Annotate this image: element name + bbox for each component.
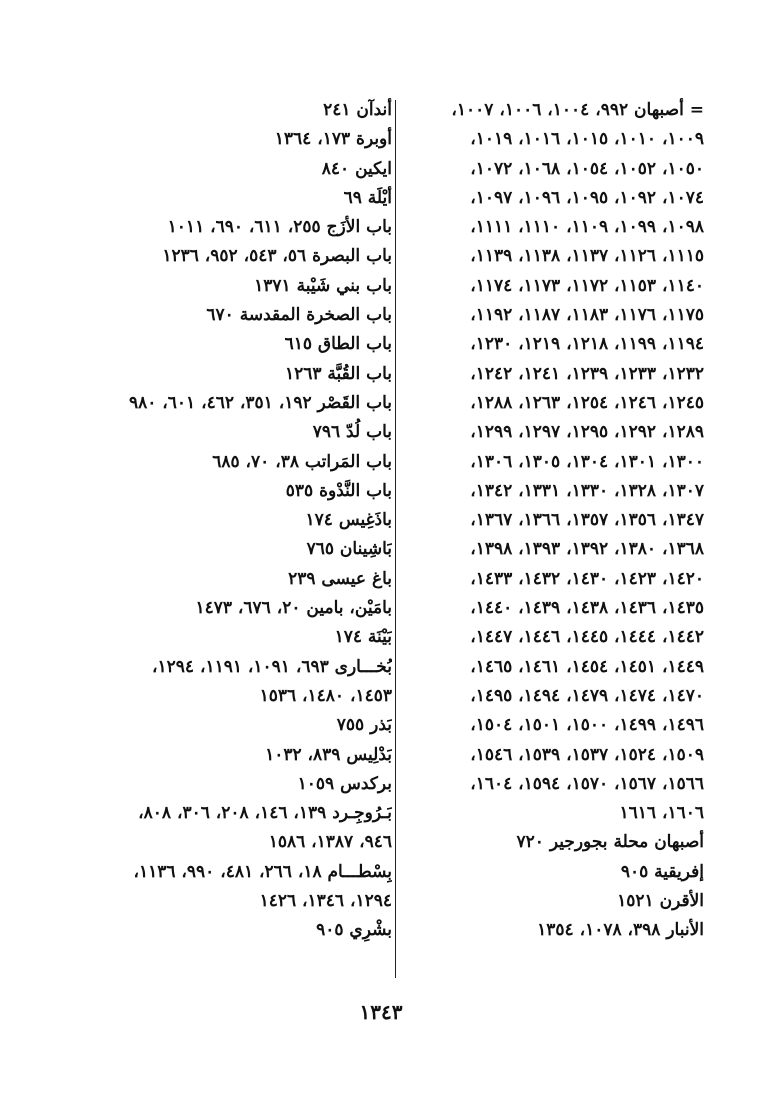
index-line: ١٤٢٠، ١٤٢٣، ١٤٣٠، ١٤٣٢، ١٤٣٣،	[470, 568, 704, 589]
index-line: ١٤٣٥، ١٤٣٦، ١٤٣٨، ١٤٣٩، ١٤٤٠،	[470, 598, 704, 619]
index-line: ١٤٩٦، ١٤٩٩، ١٥٠٠، ١٥٠١، ١٥٠٤،	[470, 715, 704, 736]
index-entry: باب النَّدْوة ٥٣٥	[285, 480, 392, 501]
index-line: ١٣٦٨، ١٣٨٠، ١٣٩٢، ١٣٩٣، ١٣٩٨،	[470, 539, 704, 560]
index-line: ١٠٧٤، ١٠٩٢، ١٠٩٥، ١٠٩٦، ١٠٩٧،	[470, 187, 704, 208]
index-entry: بامَيْن، بامين ٢٠، ٦٧٦، ١٤٧٣	[195, 598, 392, 619]
index-entry: بَدْلِيس ٨٣٩، ١٠٣٢	[265, 744, 392, 765]
page-number: ١٣٤٣	[359, 1000, 403, 1024]
index-entry: الأقرن ١٥٢١	[617, 891, 704, 912]
index-entry: بُخـــارى ٦٩٣، ١٠٩١، ١١٩١، ١٢٩٤،	[152, 656, 392, 677]
index-line: ١١١٥، ١١٢٦، ١١٣٧، ١١٣٨، ١١٣٩،	[470, 246, 704, 267]
index-line: ١٥٠٩، ١٥٢٤، ١٥٣٧، ١٥٣٩، ١٥٤٦،	[470, 744, 704, 765]
index-entry: بشْرِي ٩٠٥	[316, 920, 392, 941]
index-entry: بَـرُوجِـرد ١٣٩، ١٤٦، ٢٠٨، ٣٠٦، ٨٠٨،	[138, 803, 392, 824]
index-entry: بَيْنَة ١٧٤	[334, 627, 392, 648]
index-line: ٩٤٦، ١٣٨٧، ١٥٨٦	[268, 832, 392, 853]
index-entry: بِسْطـــام ١٨، ٢٦٦، ٤٨١، ٩٩٠، ١١٣٦،	[133, 861, 392, 882]
index-line: ١٣٤٧، ١٣٥٦، ١٣٥٧، ١٣٦٦، ١٣٦٧،	[470, 510, 704, 531]
index-entry: باب بني شَيْبة ١٣٧١	[254, 275, 392, 296]
index-entry: باب القَصْر ١٩٢، ٣٥١، ٤٦٢، ٦٠١، ٩٨٠	[128, 392, 392, 413]
index-line: ١٤٥٣، ١٤٨٠، ١٥٣٦	[259, 685, 392, 706]
index-line: ١١٩٤، ١١٩٩، ١٢١٨، ١٢١٩، ١٢٣٠،	[470, 334, 704, 355]
index-entry: باب لُدّ ٧٩٦	[312, 422, 392, 443]
index-line: ١٢٩٤، ١٣٤٦، ١٤٢٦	[259, 891, 392, 912]
index-entry: بَذر ٧٥٥	[336, 715, 392, 736]
index-entry: باب الصخرة المقدسة ٦٧٠	[206, 305, 392, 326]
index-entry: باب المَراتب ٣٨، ٧٠، ٦٨٥	[212, 451, 392, 472]
index-line: ١٤٤٩، ١٤٥١، ١٤٥٤، ١٤٦١، ١٤٦٥،	[470, 656, 704, 677]
index-line: ١٠٩٨، ١٠٩٩، ١١٠٩، ١١١٠، ١١١١،	[470, 217, 704, 238]
index-entry: ايكين ٨٤٠	[321, 158, 392, 179]
index-column-right	[402, 96, 704, 946]
index-line: ١٠٠٩، ١٠١٠، ١٠١٥، ١٠١٦، ١٠١٩،	[470, 129, 704, 150]
index-line: ١٤٧٠، ١٤٧٤، ١٤٧٩، ١٤٩٤، ١٤٩٥،	[470, 685, 704, 706]
index-entry: أصبهان محلة بجورجير ٧٢٠	[516, 832, 704, 853]
index-line: ١٢٨٩، ١٢٩٢، ١٢٩٥، ١٢٩٧، ١٢٩٩،	[470, 422, 704, 443]
index-line: ١٦٠٦، ١٦١٦	[619, 803, 704, 824]
index-line: ١٥٦٦، ١٥٦٧، ١٥٧٠، ١٥٩٤، ١٦٠٤،	[470, 773, 704, 794]
index-entry: أندآن ٢٤١	[323, 100, 392, 120]
index-column-left	[98, 96, 392, 946]
index-entry: بركدس ١٠٥٩	[297, 773, 392, 794]
index-line: ١٠٥٠، ١٠٥٢، ١٠٥٤، ١٠٦٨، ١٠٧٢،	[470, 158, 704, 179]
index-entry: باذَغِيس ١٧٤	[305, 510, 392, 531]
index-entry: باغ عيسى ٢٣٩	[288, 568, 392, 589]
index-line: = أصبهان ٩٩٢، ١٠٠٤، ١٠٠٦، ١٠٠٧،	[451, 100, 704, 120]
index-line: ١٤٤٢، ١٤٤٤، ١٤٤٥، ١٤٤٦، ١٤٤٧،	[470, 627, 704, 648]
index-entry: إفريقية ٩٠٥	[620, 861, 704, 882]
index-line: ١٣٠٧، ١٣٢٨، ١٣٣٠، ١٣٣١، ١٣٤٢،	[470, 480, 704, 501]
index-line: ١٣٠٠، ١٣٠١، ١٣٠٤، ١٣٠٥، ١٣٠٦،	[470, 451, 704, 472]
index-line: ١٢٤٥، ١٢٤٦، ١٢٥٤، ١٢٦٣، ١٢٨٨،	[470, 392, 704, 413]
index-line: ١٢٣٢، ١٢٣٣، ١٢٣٩، ١٢٤١، ١٢٤٢،	[470, 363, 704, 384]
index-entry: باب البصرة ٥٦، ٥٤٣، ٩٥٢، ١٢٣٦	[162, 246, 392, 267]
index-entry: باب الأزَج ٢٥٥، ٦١١، ٦٩٠، ١٠١١	[167, 217, 392, 238]
index-entry: بَاشِينان ٧٦٥	[306, 539, 392, 560]
index-line: ١١٤٠، ١١٥٣، ١١٧٢، ١١٧٣، ١١٧٤،	[470, 275, 704, 296]
index-entry: أوبرة ١٧٣، ١٣٦٤	[274, 129, 392, 150]
index-line: ١١٧٥، ١١٧٦، ١١٨٣، ١١٨٧، ١١٩٢،	[470, 305, 704, 326]
index-entry: باب القُبَّة ١٢٦٣	[284, 363, 392, 384]
index-entry: باب الطاق ٦١٥	[284, 334, 392, 355]
index-entry: الأنبار ٣٩٨، ١٠٧٨، ١٣٥٤	[537, 920, 704, 941]
index-entry: أيْلَة ٦٩	[343, 187, 392, 208]
column-divider	[395, 100, 396, 978]
